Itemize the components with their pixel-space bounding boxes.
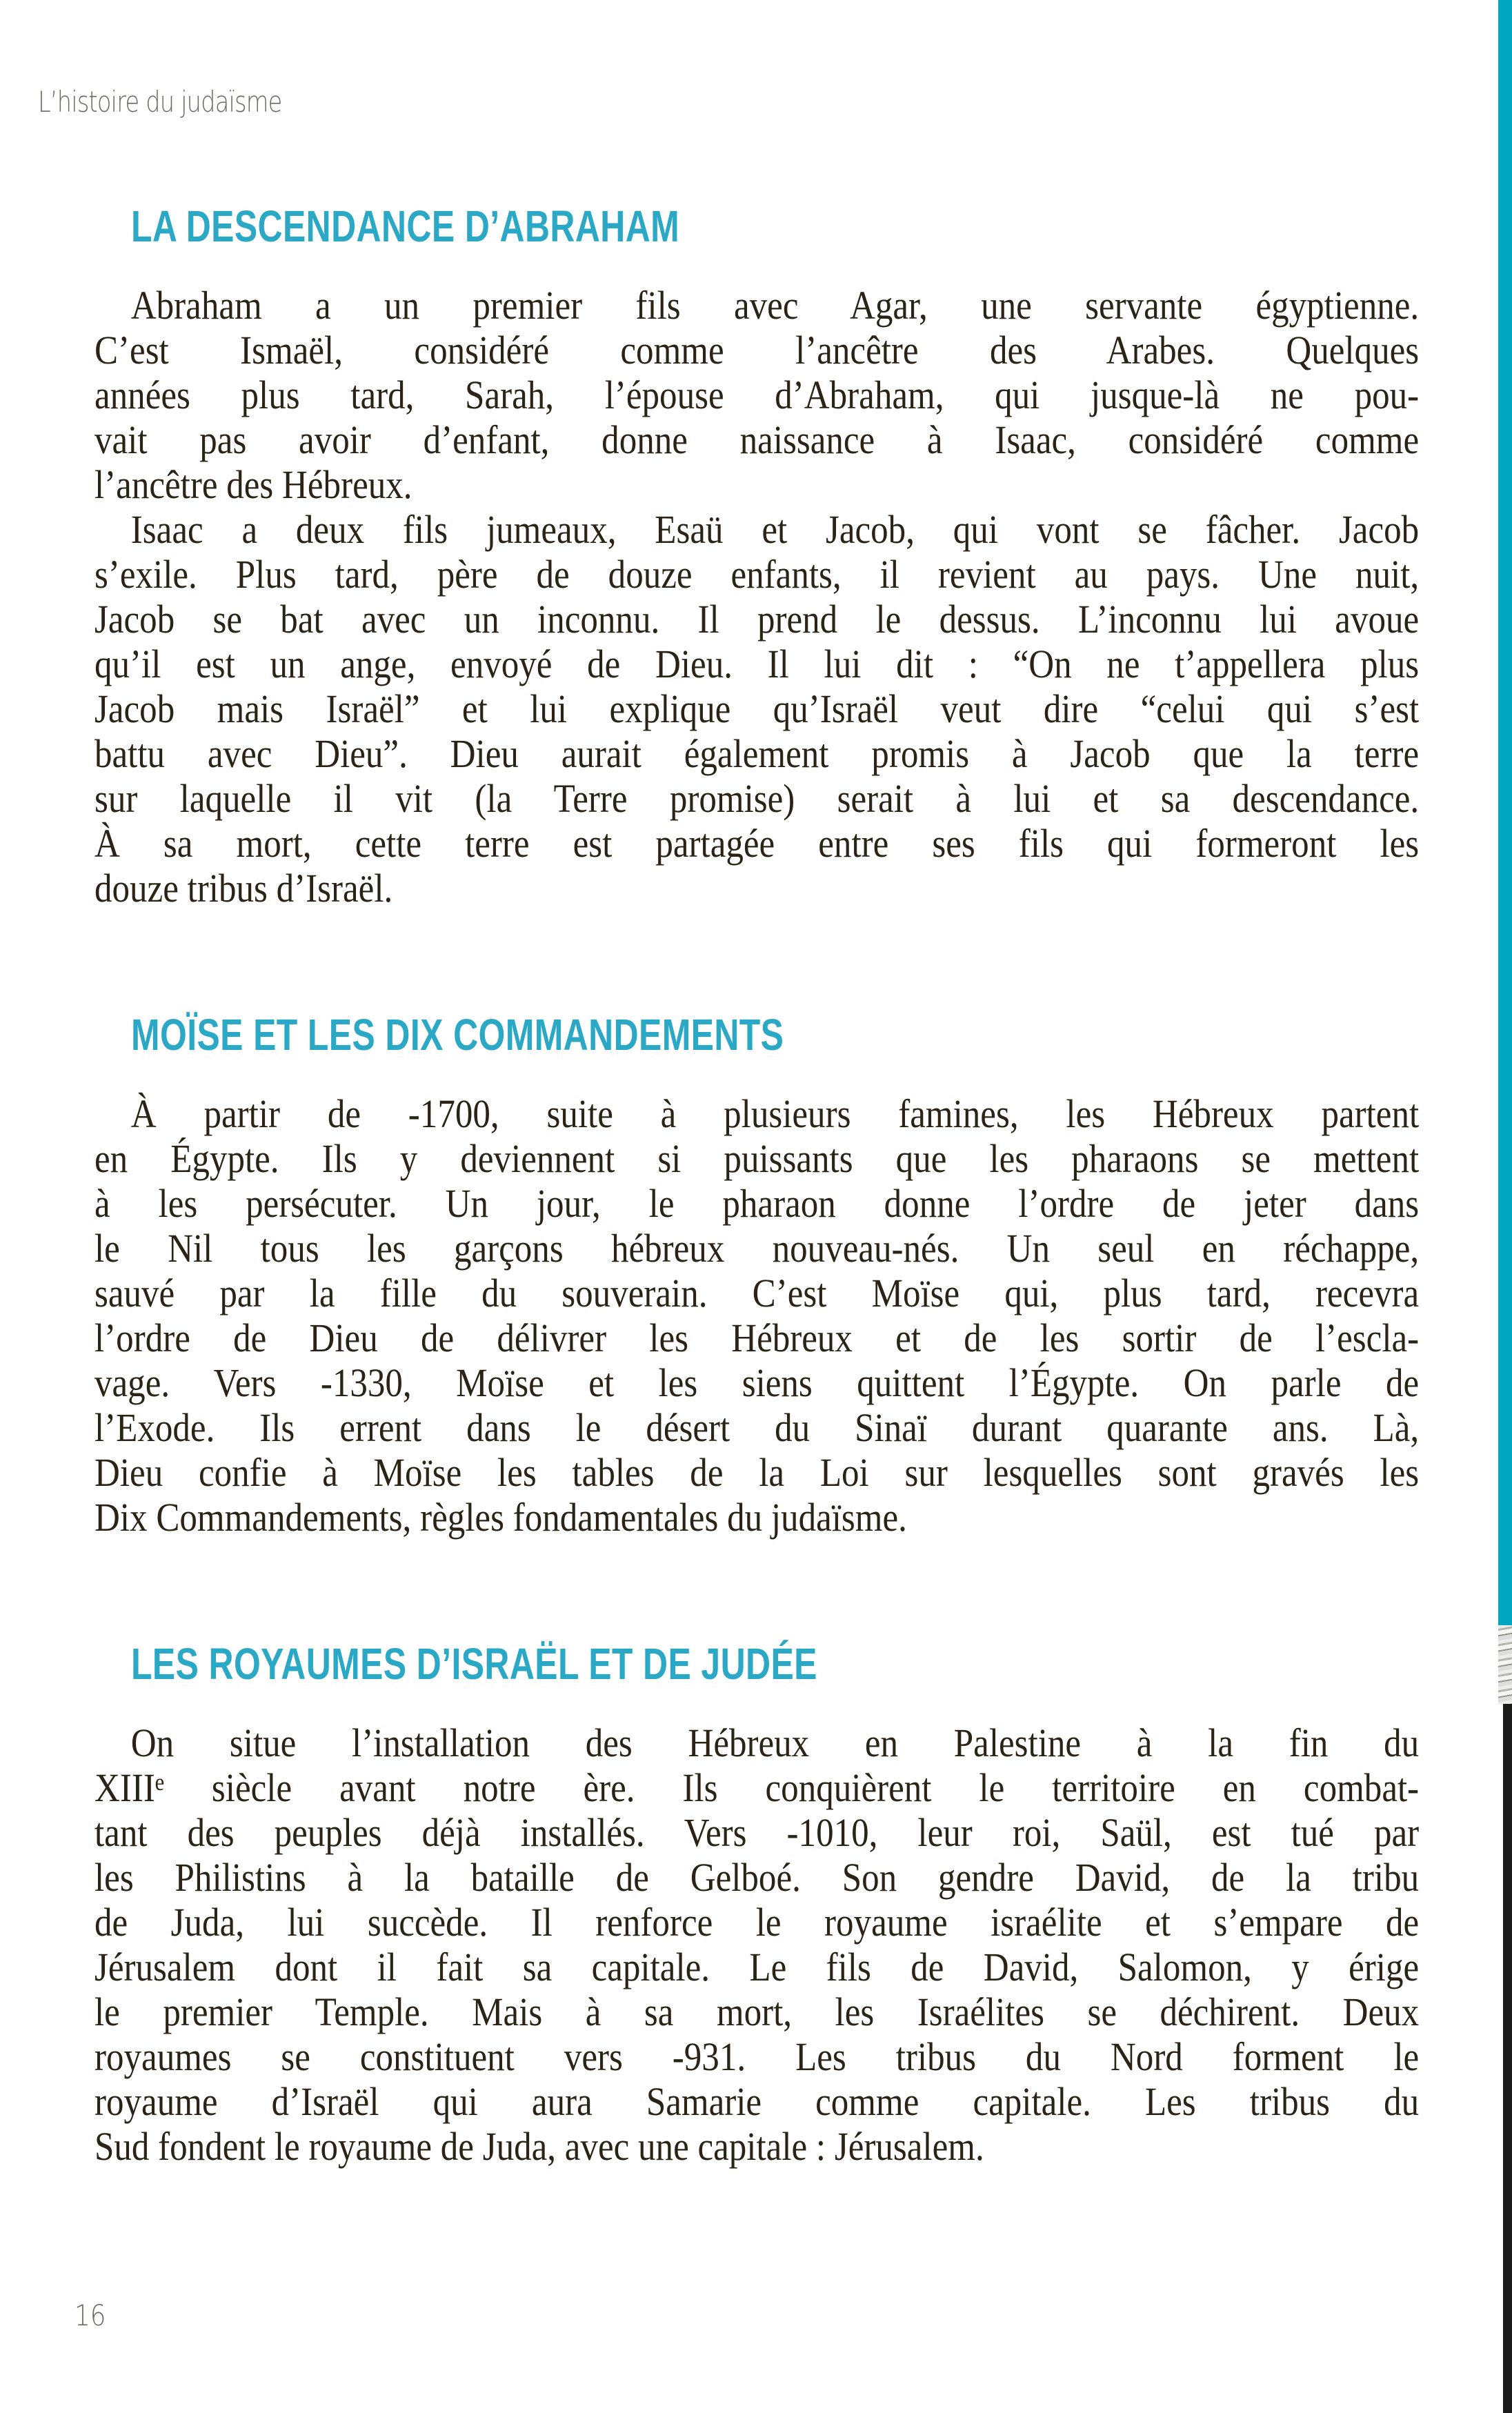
text-line: le premier Temple. Mais à sa mort, les Israélites se déchirent. Deux <box>94 1989 1420 2034</box>
running-header: L’histoire du judaïsme <box>38 85 282 119</box>
text-line: Jacob se bat avec un inconnu. Il prend le dessus. L’inconnu lui avoue <box>94 597 1420 642</box>
text-line: l’ordre de Dieu de délivrer les Hébreux et de les sortir de l’escla- <box>94 1315 1420 1360</box>
paragraph <box>94 1720 1419 2169</box>
text-line: en Égypte. Ils y deviennent si puissants que les pharaons se mettent <box>94 1136 1420 1181</box>
text-line: sauvé par la fille du souverain. C’est Moïse qui, plus tard, recevra <box>94 1271 1420 1315</box>
text-line: sur laquelle il vit (la Terre promise) serait à lui et sa descendance. <box>94 776 1420 821</box>
paragraph <box>94 1091 1419 1540</box>
section <box>94 1010 1512 1540</box>
text-line: royaumes se constituent vers -931. Les tribus du Nord forment le <box>94 2034 1420 2079</box>
text-line: battu avec Dieu”. Dieu aurait également promis à Jacob que la terre <box>94 731 1420 776</box>
paragraph <box>94 507 1419 911</box>
text-line: On situe l’installation des Hébreux en Palestine à la fin du <box>130 1720 1420 1765</box>
text-line: XIIIᵉ siècle avant notre ère. Ils conquièrent le territoire en combat- <box>94 1765 1420 1810</box>
text-line: s’exile. Plus tard, père de douze enfants, il revient au pays. Une nuit, <box>94 552 1420 597</box>
text-line: royaume d’Israël qui aura Samarie comme capitale. Les tribus du <box>94 2079 1420 2124</box>
page-content <box>94 201 1512 2169</box>
text-line: Jacob mais Israël” et lui explique qu’Israël veut dire “celui qui s’est <box>94 686 1420 731</box>
text-line: À partir de -1700, suite à plusieurs famines, les Hébreux partent <box>130 1091 1420 1136</box>
text-line: vage. Vers -1330, Moïse et les siens quittent l’Égypte. On parle de <box>94 1360 1420 1405</box>
paragraph <box>94 283 1419 507</box>
text-line: le Nil tous les garçons hébreux nouveau-nés. Un seul en réchappe, <box>94 1226 1420 1271</box>
text-line: tant des peuples déjà installés. Vers -1010, leur roi, Saül, est tué par <box>94 1810 1420 1855</box>
text-line: C’est Ismaël, considéré comme l’ancêtre des Arabes. Quelques <box>94 328 1420 373</box>
text-line: qu’il est un ange, envoyé de Dieu. Il lui dit : “On ne t’appellera plus <box>94 642 1420 686</box>
text-line: l’Exode. Ils errent dans le désert du Sinaï durant quarante ans. Là, <box>94 1405 1420 1450</box>
text-line: Abraham a un premier fils avec Agar, une servante égyptienne. <box>130 283 1420 328</box>
section <box>94 201 1512 911</box>
text-line: Sud fondent le royaume de Juda, avec une capitale : Jérusalem. <box>94 2124 984 2169</box>
page-edge-teal-bar <box>1498 0 1512 1625</box>
text-line: de Juda, lui succède. Il renforce le royaume israélite et s’empare de <box>94 1900 1420 1945</box>
text-line: à les persécuter. Un jour, le pharaon donne l’ordre de jeter dans <box>94 1181 1420 1226</box>
text-line: À sa mort, cette terre est partagée entre ses fils qui formeront les <box>94 821 1420 866</box>
text-line: années plus tard, Sarah, l’épouse d’Abraham, qui jusque-là ne pou- <box>94 373 1420 417</box>
section-heading: LES ROYAUMES D’ISRAËL ET DE JUDÉE <box>131 1639 817 1689</box>
text-line: douze tribus d’Israël. <box>94 866 393 911</box>
text-line: les Philistins à la bataille de Gelboé. Son gendre David, de la tribu <box>94 1855 1420 1900</box>
section-heading: MOÏSE ET LES DIX COMMANDEMENTS <box>131 1010 784 1060</box>
page-edge-dark-strip <box>1503 1704 1512 2413</box>
text-line: Dix Commandements, règles fondamentales du judaïsme. <box>94 1495 907 1540</box>
text-line: Dieu confie à Moïse les tables de la Loi sur lesquelles sont gravés les <box>94 1450 1420 1495</box>
text-line: l’ancêtre des Hébreux. <box>94 462 412 507</box>
text-line: vait pas avoir d’enfant, donne naissance à Isaac, considéré comme <box>94 417 1420 462</box>
text-line: Jérusalem dont il fait sa capitale. Le fils de David, Salomon, y érige <box>94 1945 1420 1989</box>
text-line: Isaac a deux fils jumeaux, Esaü et Jacob, qui vont se fâcher. Jacob <box>130 507 1420 552</box>
section-heading: LA DESCENDANCE D’ABRAHAM <box>131 201 680 251</box>
section <box>94 1639 1512 2169</box>
page-edge-scan-noise <box>1498 1625 1512 1704</box>
page-number: 16 <box>74 2298 106 2332</box>
